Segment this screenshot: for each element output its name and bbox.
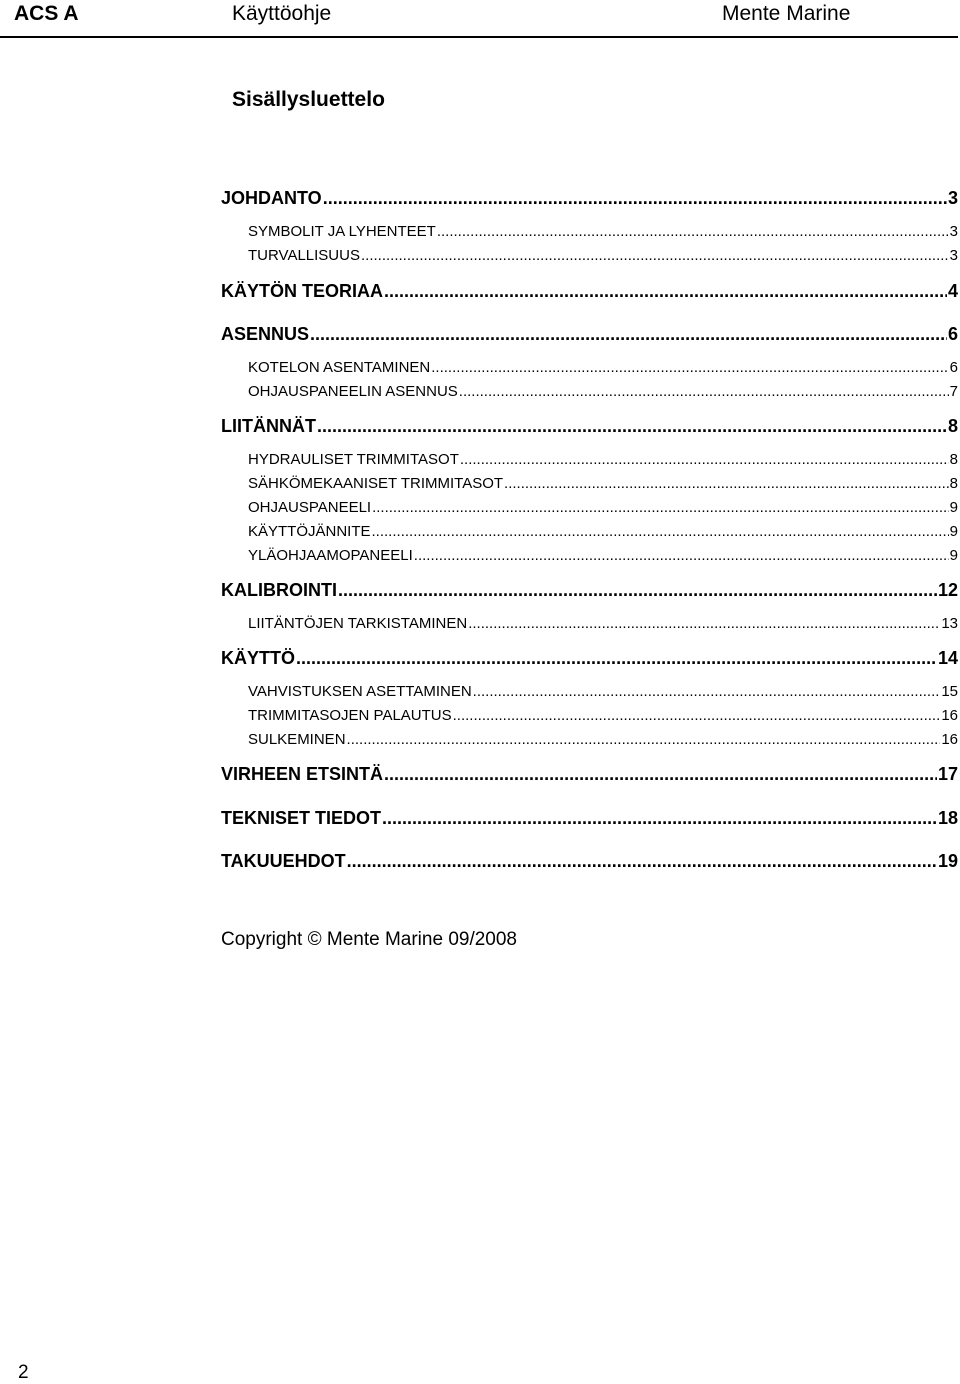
toc-chapter-entry[interactable] xyxy=(221,851,958,872)
toc-entry-label: JOHDANTO xyxy=(221,188,322,208)
toc-entry-label: HYDRAULISET TRIMMITASOT xyxy=(248,451,459,468)
toc-chapter-entry[interactable] xyxy=(221,648,958,669)
toc-dot-leader xyxy=(347,851,937,872)
toc-dot-leader xyxy=(414,547,949,564)
toc-entry-label: SULKEMINEN xyxy=(248,731,346,748)
toc-entry-page: 12 xyxy=(937,580,958,600)
toc-section-entry[interactable] xyxy=(248,383,958,400)
toc-section-entry[interactable] xyxy=(248,451,958,468)
toc-entry-label: KOTELON ASENTAMINEN xyxy=(248,359,431,376)
toc-dot-leader xyxy=(460,451,949,468)
toc-chapter-entry[interactable] xyxy=(221,764,958,785)
toc-entry-label: KÄYTTÖJÄNNITE xyxy=(248,523,371,540)
toc-dot-leader xyxy=(347,731,941,748)
toc-dot-leader xyxy=(310,324,947,345)
toc-dot-leader xyxy=(384,281,947,302)
toc-entry-label: KÄYTÖN TEORIAA xyxy=(221,281,383,301)
toc-entry-page: 15 xyxy=(941,683,958,700)
toc-dot-leader xyxy=(473,683,941,700)
toc-entry-page: 17 xyxy=(937,764,958,784)
toc-entry-label: VAHVISTUKSEN ASETTAMINEN xyxy=(248,683,472,700)
toc-entry-label: ASENNUS xyxy=(221,324,310,344)
page-number: 2 xyxy=(18,1362,29,1383)
toc-dot-leader xyxy=(372,499,949,516)
toc-section-entry[interactable] xyxy=(248,707,958,724)
toc-entry-page: 6 xyxy=(949,359,958,376)
company-name: Mente Marine xyxy=(722,2,851,25)
toc-entry-label: KÄYTTÖ xyxy=(221,648,295,668)
toc-entry-page: 4 xyxy=(947,281,958,301)
toc-entry-label: TURVALLISUUS xyxy=(248,247,360,264)
toc-entry-label: TAKUUEHDOT xyxy=(221,851,346,871)
page-title: Sisällysluettelo xyxy=(232,88,385,111)
toc-entry-label: VIRHEEN ETSINTÄ xyxy=(221,764,384,784)
toc-section-entry[interactable] xyxy=(248,547,958,564)
toc-dot-leader xyxy=(382,808,937,829)
product-name: ACS A xyxy=(14,2,79,25)
toc-section-entry[interactable] xyxy=(248,223,958,240)
toc-entry-label: LIITÄNNÄT xyxy=(221,416,316,436)
toc-entry-page: 9 xyxy=(949,499,958,516)
toc-section-entry[interactable] xyxy=(248,247,958,264)
toc-entry-page: 3 xyxy=(947,188,958,208)
toc-dot-leader xyxy=(296,648,937,669)
toc-entry-page: 3 xyxy=(949,223,958,240)
toc-entry-page: 8 xyxy=(947,416,958,436)
toc-chapter-entry[interactable] xyxy=(221,416,958,437)
toc-section-entry[interactable] xyxy=(248,475,958,492)
toc-dot-leader xyxy=(453,707,941,724)
toc-entry-page: 19 xyxy=(937,851,958,871)
toc-section-entry[interactable] xyxy=(248,683,958,700)
toc-entry-label: KALIBROINTI xyxy=(221,580,337,600)
toc-entry-label: SÄHKÖMEKAANISET TRIMMITASOT xyxy=(248,475,504,492)
toc-entry-label: SYMBOLIT JA LYHENTEET xyxy=(248,223,436,240)
toc-entry-label: LIITÄNTÖJEN TARKISTAMINEN xyxy=(248,615,468,632)
toc-section-entry[interactable] xyxy=(248,731,958,748)
toc-entry-page: 13 xyxy=(941,615,958,632)
toc-entry-label: TEKNISET TIEDOT xyxy=(221,808,382,828)
toc-dot-leader xyxy=(437,223,949,240)
toc-entry-label: TRIMMITASOJEN PALAUTUS xyxy=(248,707,452,724)
toc-dot-leader xyxy=(468,615,940,632)
toc-entry-page: 16 xyxy=(941,731,958,748)
toc-dot-leader xyxy=(431,359,948,376)
toc-dot-leader xyxy=(317,416,947,437)
toc-entry-page: 9 xyxy=(949,547,958,564)
toc-chapter-entry[interactable] xyxy=(221,188,958,209)
copyright-notice: Copyright © Mente Marine 09/2008 xyxy=(221,929,517,950)
toc-dot-leader xyxy=(504,475,949,492)
toc-section-entry[interactable] xyxy=(248,615,958,632)
toc-entry-page: 3 xyxy=(949,247,958,264)
toc-entry-page: 18 xyxy=(937,808,958,828)
toc-dot-leader xyxy=(338,580,937,601)
toc-entry-page: 16 xyxy=(941,707,958,724)
toc-dot-leader xyxy=(372,523,949,540)
toc-dot-leader xyxy=(323,188,947,209)
toc-section-entry[interactable] xyxy=(248,359,958,376)
toc-chapter-entry[interactable] xyxy=(221,324,958,345)
toc-chapter-entry[interactable] xyxy=(221,808,958,829)
page-header xyxy=(0,0,958,38)
toc-entry-label: YLÄOHJAAMOPANEELI xyxy=(248,547,413,564)
toc-section-entry[interactable] xyxy=(248,499,958,516)
toc-entry-page: 6 xyxy=(947,324,958,344)
toc-entry-label: OHJAUSPANEELIN ASENNUS xyxy=(248,383,458,400)
toc-chapter-entry[interactable] xyxy=(221,281,958,302)
toc-entry-page: 9 xyxy=(949,523,958,540)
toc-entry-page: 14 xyxy=(937,648,958,668)
toc-entry-page: 8 xyxy=(949,451,958,468)
toc-entry-label: OHJAUSPANEELI xyxy=(248,499,372,516)
toc-dot-leader xyxy=(459,383,949,400)
toc-entry-page: 8 xyxy=(949,475,958,492)
toc-entry-page: 7 xyxy=(949,383,958,400)
toc-section-entry[interactable] xyxy=(248,523,958,540)
document-type: Käyttöohje xyxy=(232,2,332,25)
toc-dot-leader xyxy=(384,764,937,785)
toc-dot-leader xyxy=(361,247,949,264)
toc-chapter-entry[interactable] xyxy=(221,580,958,601)
